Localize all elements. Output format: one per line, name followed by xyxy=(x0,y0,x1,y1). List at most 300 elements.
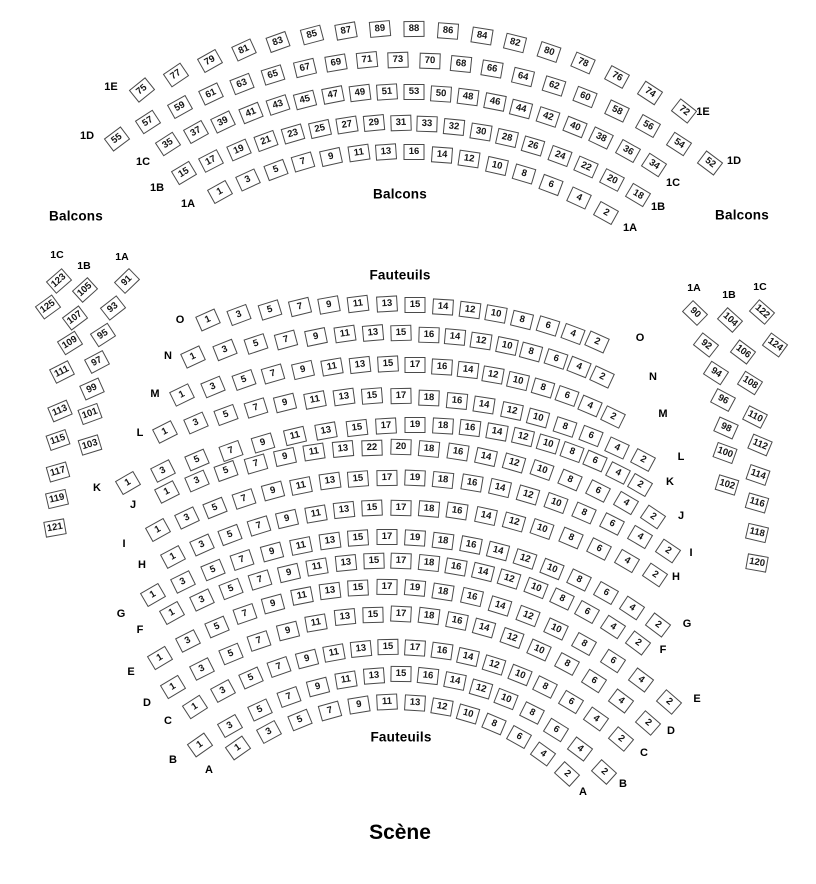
seat-side-right-96[interactable]: 96 xyxy=(710,388,736,412)
seat-I-14[interactable]: 14 xyxy=(488,478,512,498)
seat-L-18[interactable]: 18 xyxy=(418,390,440,407)
seat-K-11[interactable]: 11 xyxy=(283,426,307,446)
seat-N-15[interactable]: 15 xyxy=(391,325,412,342)
seat-I-4[interactable]: 4 xyxy=(627,524,653,548)
seat-A-4[interactable]: 4 xyxy=(530,741,556,766)
seat-N-5[interactable]: 5 xyxy=(243,334,268,356)
seat-J-8[interactable]: 8 xyxy=(557,468,583,491)
seat-M-10[interactable]: 10 xyxy=(506,371,530,391)
seat-M-3[interactable]: 3 xyxy=(200,375,226,398)
seat-1A-3[interactable]: 3 xyxy=(235,168,261,191)
seat-H-15[interactable]: 15 xyxy=(362,500,384,517)
seat-E-16[interactable]: 16 xyxy=(459,587,483,607)
seat-G-9[interactable]: 9 xyxy=(260,541,284,562)
seat-O-7[interactable]: 7 xyxy=(288,297,312,318)
seat-I-19[interactable]: 19 xyxy=(404,470,426,487)
seat-1E-76[interactable]: 76 xyxy=(604,65,630,89)
seat-I-2[interactable]: 2 xyxy=(655,538,681,563)
seat-H-9[interactable]: 9 xyxy=(275,509,299,529)
seat-L-17[interactable]: 17 xyxy=(390,388,411,404)
seat-E-8[interactable]: 8 xyxy=(571,631,597,655)
seat-C-4[interactable]: 4 xyxy=(583,707,609,732)
seat-side-left-125[interactable]: 125 xyxy=(35,294,61,319)
seat-side-left-111[interactable]: 111 xyxy=(49,360,75,384)
seat-1B-20[interactable]: 20 xyxy=(599,168,625,192)
seat-side-right-124[interactable]: 124 xyxy=(762,332,788,357)
seat-1E-81[interactable]: 81 xyxy=(231,39,257,62)
seat-F-7[interactable]: 7 xyxy=(248,569,273,591)
seat-G-14[interactable]: 14 xyxy=(486,541,510,562)
seat-E-6[interactable]: 6 xyxy=(599,648,625,673)
seat-N-12[interactable]: 12 xyxy=(470,332,493,351)
seat-E-19[interactable]: 19 xyxy=(404,579,426,597)
seat-D-12[interactable]: 12 xyxy=(499,627,524,649)
seat-1E-87[interactable]: 87 xyxy=(334,21,357,40)
seat-A-11[interactable]: 11 xyxy=(376,694,398,711)
seat-1B-30[interactable]: 30 xyxy=(469,122,492,141)
seat-O-3[interactable]: 3 xyxy=(226,303,251,325)
seat-D-1[interactable]: 1 xyxy=(160,675,186,700)
seat-M-12[interactable]: 12 xyxy=(482,365,505,384)
seat-L-8[interactable]: 8 xyxy=(553,416,578,438)
seat-I-10[interactable]: 10 xyxy=(543,492,568,514)
seat-side-right-108[interactable]: 108 xyxy=(737,371,763,396)
seat-1D-57[interactable]: 57 xyxy=(135,110,161,135)
seat-O-13[interactable]: 13 xyxy=(376,295,398,312)
seat-1A-9[interactable]: 9 xyxy=(319,147,343,167)
seat-D-2[interactable]: 2 xyxy=(635,710,661,736)
seat-1D-70[interactable]: 70 xyxy=(419,53,441,70)
seat-H-1[interactable]: 1 xyxy=(160,545,186,569)
seat-1D-73[interactable]: 73 xyxy=(388,51,410,68)
seat-H-3[interactable]: 3 xyxy=(189,534,215,557)
seat-M-4[interactable]: 4 xyxy=(577,395,603,418)
seat-H-10[interactable]: 10 xyxy=(530,518,555,540)
seat-D-3[interactable]: 3 xyxy=(189,657,215,681)
seat-O-2[interactable]: 2 xyxy=(584,330,610,353)
seat-E-3[interactable]: 3 xyxy=(175,629,201,653)
seat-1C-37[interactable]: 37 xyxy=(183,120,209,144)
seat-B-11[interactable]: 11 xyxy=(335,670,358,689)
seat-side-right-98[interactable]: 98 xyxy=(713,416,739,439)
seat-J-13[interactable]: 13 xyxy=(332,440,354,458)
seat-J-9[interactable]: 9 xyxy=(273,447,297,467)
seat-G-18[interactable]: 18 xyxy=(432,531,455,550)
seat-side-right-106[interactable]: 106 xyxy=(730,339,756,364)
seat-1A-5[interactable]: 5 xyxy=(263,159,288,181)
seat-N-11[interactable]: 11 xyxy=(333,325,356,344)
seat-1A-16[interactable]: 16 xyxy=(404,144,425,160)
seat-D-14[interactable]: 14 xyxy=(472,618,497,639)
seat-1B-27[interactable]: 27 xyxy=(335,115,358,134)
seat-B-1[interactable]: 1 xyxy=(187,732,213,757)
seat-1C-36[interactable]: 36 xyxy=(615,139,641,163)
seat-M-9[interactable]: 9 xyxy=(291,360,315,380)
seat-D-18[interactable]: 18 xyxy=(418,607,441,625)
seat-I-3[interactable]: 3 xyxy=(174,506,200,529)
seat-1C-39[interactable]: 39 xyxy=(210,110,236,134)
seat-1C-46[interactable]: 46 xyxy=(483,93,507,113)
seat-1C-42[interactable]: 42 xyxy=(536,106,561,128)
seat-1D-68[interactable]: 68 xyxy=(450,55,473,73)
seat-F-3[interactable]: 3 xyxy=(189,588,215,611)
seat-1A-10[interactable]: 10 xyxy=(485,156,509,176)
seat-I-13[interactable]: 13 xyxy=(318,472,341,491)
seat-side-right-120[interactable]: 120 xyxy=(745,553,768,572)
seat-C-2[interactable]: 2 xyxy=(608,726,634,752)
seat-O-6[interactable]: 6 xyxy=(535,315,560,336)
seat-C-9[interactable]: 9 xyxy=(295,648,319,669)
seat-B-2[interactable]: 2 xyxy=(591,759,617,785)
seat-1B-15[interactable]: 15 xyxy=(171,161,197,186)
seat-C-15[interactable]: 15 xyxy=(378,639,399,655)
seat-J-6[interactable]: 6 xyxy=(585,479,611,503)
seat-N-13[interactable]: 13 xyxy=(362,324,384,342)
seat-E-17[interactable]: 17 xyxy=(376,579,397,595)
seat-G-19[interactable]: 19 xyxy=(404,529,426,546)
seat-J-10[interactable]: 10 xyxy=(530,459,555,481)
seat-D-16[interactable]: 16 xyxy=(445,611,469,631)
seat-1A-11[interactable]: 11 xyxy=(347,144,370,163)
seat-1E-83[interactable]: 83 xyxy=(266,31,291,53)
seat-D-13[interactable]: 13 xyxy=(334,608,356,626)
seat-1C-40[interactable]: 40 xyxy=(562,115,587,138)
seat-E-13[interactable]: 13 xyxy=(319,582,342,600)
seat-1C-47[interactable]: 47 xyxy=(321,86,345,106)
seat-H-5[interactable]: 5 xyxy=(217,524,242,546)
seat-J-16[interactable]: 16 xyxy=(446,442,469,461)
seat-E-4[interactable]: 4 xyxy=(628,668,654,693)
seat-1A-12[interactable]: 12 xyxy=(458,150,481,169)
seat-H-16[interactable]: 16 xyxy=(446,502,469,521)
seat-1D-58[interactable]: 58 xyxy=(604,99,630,122)
seat-N-10[interactable]: 10 xyxy=(495,336,519,356)
seat-1A-14[interactable]: 14 xyxy=(431,146,453,163)
seat-side-right-112[interactable]: 112 xyxy=(747,434,773,457)
seat-G-12[interactable]: 12 xyxy=(513,548,538,570)
seat-F-8[interactable]: 8 xyxy=(549,588,575,611)
seat-I-5[interactable]: 5 xyxy=(203,496,228,519)
seat-K-4[interactable]: 4 xyxy=(605,461,631,485)
seat-F-17[interactable]: 17 xyxy=(390,553,412,570)
seat-I-12[interactable]: 12 xyxy=(516,484,541,505)
seat-E-18[interactable]: 18 xyxy=(432,582,455,601)
seat-K-14[interactable]: 14 xyxy=(485,422,508,441)
seat-E-7[interactable]: 7 xyxy=(233,603,258,625)
seat-M-14[interactable]: 14 xyxy=(456,361,479,379)
seat-K-6[interactable]: 6 xyxy=(583,450,609,473)
seat-I-9[interactable]: 9 xyxy=(260,481,284,502)
seat-B-16[interactable]: 16 xyxy=(417,667,440,685)
seat-N-7[interactable]: 7 xyxy=(274,329,298,350)
seat-N-16[interactable]: 16 xyxy=(418,327,439,344)
seat-N-14[interactable]: 14 xyxy=(444,328,466,346)
seat-1C-34[interactable]: 34 xyxy=(641,153,667,178)
seat-E-14[interactable]: 14 xyxy=(487,595,512,616)
seat-A-3[interactable]: 3 xyxy=(256,720,282,744)
seat-J-18[interactable]: 18 xyxy=(418,440,440,458)
seat-K-7[interactable]: 7 xyxy=(218,439,243,461)
seat-H-17[interactable]: 17 xyxy=(390,499,411,515)
seat-1C-43[interactable]: 43 xyxy=(266,95,291,117)
seat-1A-2[interactable]: 2 xyxy=(593,201,619,225)
seat-G-17[interactable]: 17 xyxy=(376,529,397,545)
seat-1A-7[interactable]: 7 xyxy=(291,152,316,173)
seat-D-4[interactable]: 4 xyxy=(608,688,634,713)
seat-1E-82[interactable]: 82 xyxy=(503,33,527,54)
seat-M-15[interactable]: 15 xyxy=(377,356,399,373)
seat-D-8[interactable]: 8 xyxy=(554,652,580,676)
seat-M-7[interactable]: 7 xyxy=(261,364,286,385)
seat-G-2[interactable]: 2 xyxy=(645,612,671,637)
seat-1C-38[interactable]: 38 xyxy=(588,126,614,150)
seat-L-14[interactable]: 14 xyxy=(473,396,496,415)
seat-E-9[interactable]: 9 xyxy=(261,594,285,615)
seat-K-1[interactable]: 1 xyxy=(115,471,141,495)
seat-F-13[interactable]: 13 xyxy=(334,554,356,572)
seat-K-15[interactable]: 15 xyxy=(345,419,368,437)
seat-M-8[interactable]: 8 xyxy=(531,377,556,398)
seat-C-8[interactable]: 8 xyxy=(532,675,558,699)
seat-1E-86[interactable]: 86 xyxy=(437,23,459,41)
seat-J-1[interactable]: 1 xyxy=(154,480,180,504)
seat-side-right-122[interactable]: 122 xyxy=(749,299,775,325)
seat-K-18[interactable]: 18 xyxy=(432,417,454,434)
seat-1C-45[interactable]: 45 xyxy=(293,89,317,110)
seat-H-11[interactable]: 11 xyxy=(304,504,327,523)
seat-L-15[interactable]: 15 xyxy=(361,387,383,405)
seat-G-15[interactable]: 15 xyxy=(347,530,369,547)
seat-H-8[interactable]: 8 xyxy=(558,527,584,550)
seat-1D-61[interactable]: 61 xyxy=(198,83,224,106)
seat-1D-71[interactable]: 71 xyxy=(356,51,379,69)
seat-H-14[interactable]: 14 xyxy=(474,506,498,526)
seat-I-16[interactable]: 16 xyxy=(460,474,483,493)
seat-1B-17[interactable]: 17 xyxy=(198,149,224,173)
seat-K-10[interactable]: 10 xyxy=(535,433,560,454)
seat-side-right-100[interactable]: 100 xyxy=(712,442,737,464)
seat-side-left-95[interactable]: 95 xyxy=(90,323,116,348)
seat-K-9[interactable]: 9 xyxy=(251,432,276,453)
seat-1B-28[interactable]: 28 xyxy=(495,128,519,148)
seat-C-5[interactable]: 5 xyxy=(238,667,264,690)
seat-G-6[interactable]: 6 xyxy=(593,581,619,605)
seat-C-17[interactable]: 17 xyxy=(404,639,426,656)
seat-A-2[interactable]: 2 xyxy=(554,761,580,787)
seat-G-11[interactable]: 11 xyxy=(289,536,313,556)
seat-1C-35[interactable]: 35 xyxy=(155,132,181,157)
seat-I-17[interactable]: 17 xyxy=(376,469,397,485)
seat-1B-32[interactable]: 32 xyxy=(443,118,465,136)
seat-J-11[interactable]: 11 xyxy=(302,443,325,462)
seat-side-left-105[interactable]: 105 xyxy=(72,277,98,303)
seat-G-5[interactable]: 5 xyxy=(200,558,226,581)
seat-F-12[interactable]: 12 xyxy=(497,569,522,591)
seat-O-10[interactable]: 10 xyxy=(484,305,508,324)
seat-1C-51[interactable]: 51 xyxy=(376,83,398,100)
seat-H-13[interactable]: 13 xyxy=(333,501,356,519)
seat-G-3[interactable]: 3 xyxy=(170,570,196,594)
seat-B-4[interactable]: 4 xyxy=(567,737,593,762)
seat-E-15[interactable]: 15 xyxy=(348,579,370,596)
seat-H-6[interactable]: 6 xyxy=(586,537,612,561)
seat-L-10[interactable]: 10 xyxy=(526,408,550,429)
seat-I-1[interactable]: 1 xyxy=(145,518,171,542)
seat-1B-22[interactable]: 22 xyxy=(573,156,599,179)
seat-1A-13[interactable]: 13 xyxy=(375,143,397,160)
seat-K-17[interactable]: 17 xyxy=(375,417,397,434)
seat-I-18[interactable]: 18 xyxy=(432,471,455,489)
seat-B-9[interactable]: 9 xyxy=(306,677,330,698)
seat-C-3[interactable]: 3 xyxy=(210,679,236,703)
seat-O-1[interactable]: 1 xyxy=(195,308,221,331)
seat-E-11[interactable]: 11 xyxy=(290,587,314,607)
seat-E-10[interactable]: 10 xyxy=(543,617,569,640)
seat-1B-26[interactable]: 26 xyxy=(521,135,546,156)
seat-side-right-116[interactable]: 116 xyxy=(745,492,770,513)
seat-H-18[interactable]: 18 xyxy=(418,500,440,518)
seat-F-1[interactable]: 1 xyxy=(159,601,185,625)
seat-I-7[interactable]: 7 xyxy=(232,488,257,510)
seat-O-14[interactable]: 14 xyxy=(432,298,454,315)
seat-side-left-91[interactable]: 91 xyxy=(114,268,140,294)
seat-G-8[interactable]: 8 xyxy=(566,568,592,592)
seat-side-left-93[interactable]: 93 xyxy=(100,295,126,321)
seat-L-11[interactable]: 11 xyxy=(303,390,327,410)
seat-M-5[interactable]: 5 xyxy=(231,369,256,391)
seat-1E-78[interactable]: 78 xyxy=(570,52,596,75)
seat-1B-18[interactable]: 18 xyxy=(625,183,651,208)
seat-A-1[interactable]: 1 xyxy=(225,735,251,760)
seat-side-right-90[interactable]: 90 xyxy=(682,300,708,326)
seat-B-13[interactable]: 13 xyxy=(363,667,385,684)
seat-L-2[interactable]: 2 xyxy=(630,448,656,472)
seat-1D-55[interactable]: 55 xyxy=(104,126,130,151)
seat-C-11[interactable]: 11 xyxy=(322,643,346,662)
seat-1D-64[interactable]: 64 xyxy=(511,67,535,87)
seat-1B-24[interactable]: 24 xyxy=(547,145,572,167)
seat-L-7[interactable]: 7 xyxy=(243,398,268,420)
seat-J-22[interactable]: 22 xyxy=(361,439,383,456)
seat-O-4[interactable]: 4 xyxy=(560,322,585,344)
seat-F-18[interactable]: 18 xyxy=(417,554,440,572)
seat-1B-33[interactable]: 33 xyxy=(417,116,438,133)
seat-F-15[interactable]: 15 xyxy=(363,553,384,570)
seat-side-left-97[interactable]: 97 xyxy=(84,350,110,374)
seat-M-16[interactable]: 16 xyxy=(431,358,453,375)
seat-L-13[interactable]: 13 xyxy=(332,388,355,407)
seat-F-5[interactable]: 5 xyxy=(218,578,243,601)
seat-1E-75[interactable]: 75 xyxy=(129,77,155,103)
seat-N-8[interactable]: 8 xyxy=(519,341,543,362)
seat-1C-44[interactable]: 44 xyxy=(509,99,533,120)
seat-I-15[interactable]: 15 xyxy=(347,470,369,488)
seat-side-right-110[interactable]: 110 xyxy=(742,405,768,429)
seat-O-5[interactable]: 5 xyxy=(257,300,282,321)
seat-G-13[interactable]: 13 xyxy=(318,532,341,551)
seat-B-5[interactable]: 5 xyxy=(247,698,273,721)
seat-1D-56[interactable]: 56 xyxy=(635,114,661,138)
seat-D-10[interactable]: 10 xyxy=(527,638,553,661)
seat-N-2[interactable]: 2 xyxy=(589,365,615,388)
seat-G-1[interactable]: 1 xyxy=(140,583,166,607)
seat-1B-19[interactable]: 19 xyxy=(226,139,252,162)
seat-1E-85[interactable]: 85 xyxy=(300,25,324,46)
seat-D-6[interactable]: 6 xyxy=(581,669,607,694)
seat-K-12[interactable]: 12 xyxy=(511,427,535,447)
seat-B-3[interactable]: 3 xyxy=(217,714,243,738)
seat-D-15[interactable]: 15 xyxy=(362,606,383,623)
seat-J-2[interactable]: 2 xyxy=(640,504,666,529)
seat-N-9[interactable]: 9 xyxy=(304,327,328,347)
seat-F-4[interactable]: 4 xyxy=(600,614,626,639)
seat-J-7[interactable]: 7 xyxy=(243,453,268,474)
seat-F-6[interactable]: 6 xyxy=(574,600,600,624)
seat-side-left-109[interactable]: 109 xyxy=(57,331,83,356)
seat-side-left-103[interactable]: 103 xyxy=(78,434,103,455)
seat-G-16[interactable]: 16 xyxy=(459,535,483,555)
seat-L-3[interactable]: 3 xyxy=(183,411,209,434)
seat-side-right-94[interactable]: 94 xyxy=(703,361,729,386)
seat-side-left-101[interactable]: 101 xyxy=(77,403,102,425)
seat-K-19[interactable]: 19 xyxy=(405,417,426,433)
seat-side-left-99[interactable]: 99 xyxy=(79,377,105,400)
seat-C-13[interactable]: 13 xyxy=(350,640,372,658)
seat-L-12[interactable]: 12 xyxy=(500,401,524,421)
seat-O-9[interactable]: 9 xyxy=(318,295,342,314)
seat-1B-31[interactable]: 31 xyxy=(390,114,411,131)
seat-G-10[interactable]: 10 xyxy=(540,557,565,580)
seat-H-4[interactable]: 4 xyxy=(614,549,640,573)
seat-1D-62[interactable]: 62 xyxy=(542,75,567,97)
seat-1D-66[interactable]: 66 xyxy=(480,60,503,79)
seat-B-12[interactable]: 12 xyxy=(469,678,494,699)
seat-side-left-121[interactable]: 121 xyxy=(43,518,66,537)
seat-1E-89[interactable]: 89 xyxy=(369,20,391,38)
seat-1D-69[interactable]: 69 xyxy=(324,53,347,72)
seat-M-13[interactable]: 13 xyxy=(349,356,372,374)
seat-J-3[interactable]: 3 xyxy=(184,469,210,492)
seat-1D-67[interactable]: 67 xyxy=(293,58,317,78)
seat-H-12[interactable]: 12 xyxy=(502,511,527,532)
seat-B-8[interactable]: 8 xyxy=(519,701,545,725)
seat-A-13[interactable]: 13 xyxy=(404,694,426,711)
seat-F-14[interactable]: 14 xyxy=(471,562,495,583)
seat-E-2[interactable]: 2 xyxy=(656,689,682,715)
seat-D-7[interactable]: 7 xyxy=(247,630,272,652)
seat-J-20[interactable]: 20 xyxy=(390,439,411,456)
seat-1D-63[interactable]: 63 xyxy=(229,72,254,95)
seat-side-left-123[interactable]: 123 xyxy=(46,268,72,294)
seat-side-right-114[interactable]: 114 xyxy=(745,464,770,486)
seat-N-1[interactable]: 1 xyxy=(180,345,206,368)
seat-F-10[interactable]: 10 xyxy=(523,577,548,600)
seat-G-4[interactable]: 4 xyxy=(619,596,645,621)
seat-K-5[interactable]: 5 xyxy=(184,448,210,471)
seat-1B-29[interactable]: 29 xyxy=(363,114,385,132)
seat-1C-50[interactable]: 50 xyxy=(430,85,452,102)
seat-1A-1[interactable]: 1 xyxy=(207,180,233,204)
seat-A-8[interactable]: 8 xyxy=(481,713,507,736)
seat-side-left-107[interactable]: 107 xyxy=(62,305,88,330)
seat-B-15[interactable]: 15 xyxy=(391,666,412,682)
seat-E-1[interactable]: 1 xyxy=(147,646,173,671)
seat-side-left-117[interactable]: 117 xyxy=(46,461,71,482)
seat-A-10[interactable]: 10 xyxy=(456,703,481,724)
seat-side-left-113[interactable]: 113 xyxy=(47,400,73,423)
seat-1D-54[interactable]: 54 xyxy=(666,131,692,156)
seat-C-16[interactable]: 16 xyxy=(430,642,453,661)
